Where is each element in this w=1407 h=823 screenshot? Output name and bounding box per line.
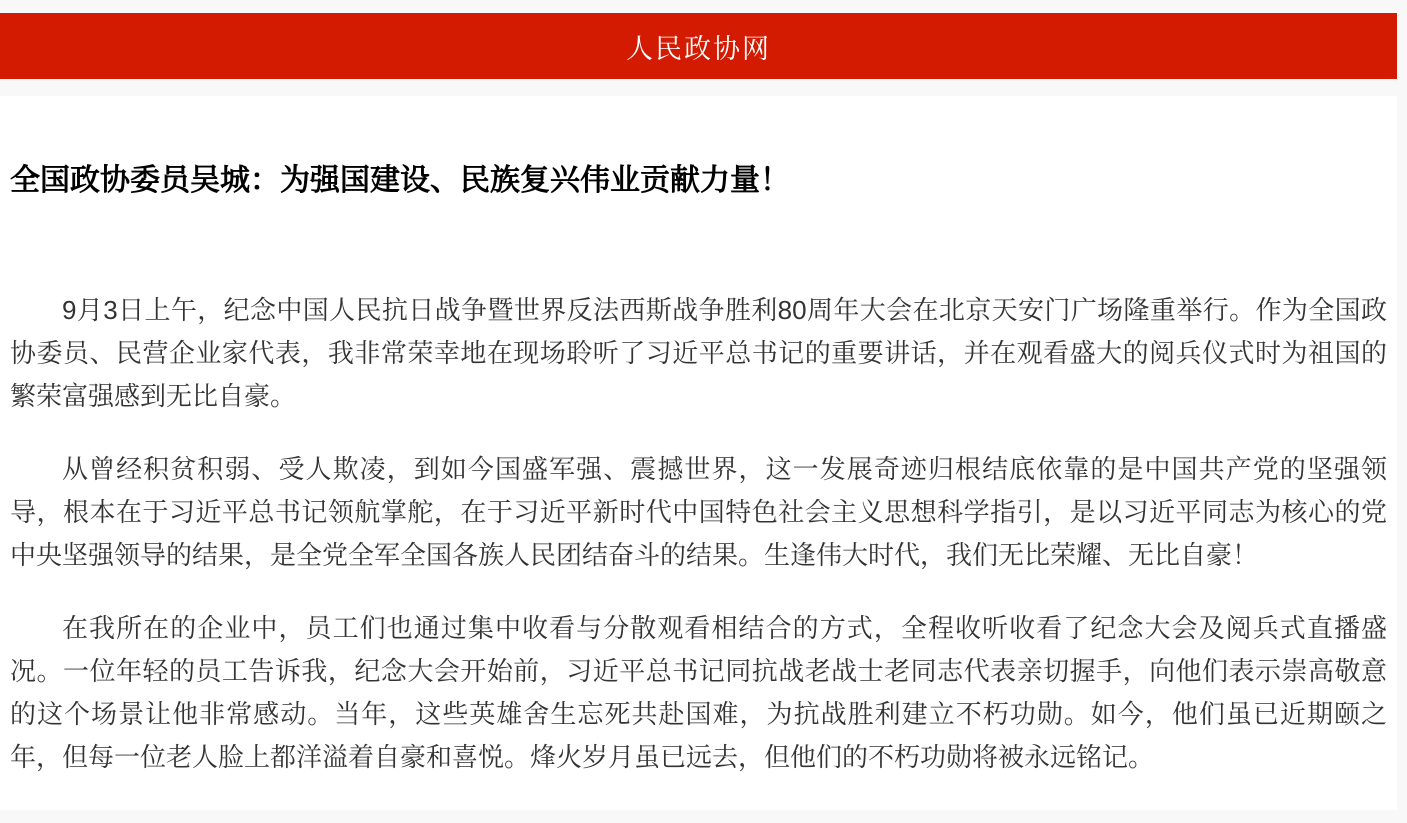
site-header-bar: [0, 13, 1397, 79]
article-paragraph-3: 在我所在的企业中，员工们也通过集中收看与分散观看相结合的方式，全程收听收看了纪念大会及阅兵式直播盛况。一位年轻的员工告诉我，纪念大会开始前，习近平总书记同抗战老战士老同志代表亲切握手，向他们表示崇高敬意的这个场景让他非常感动。当年，这些英雄舍生忘死共赴国难，为抗战胜利建立不朽功勋。如今，他们虽已近期颐之年，但每一位老人脸上都洋溢着自豪和喜悦。烽火岁月虽已远去，但他们的不朽功勋将被永远铭记。: [10, 613, 1387, 772]
article-paragraph-2: 从曾经积贫积弱、受人欺凌，到如今国盛军强、震撼世界，这一发展奇迹归根结底依靠的是中国共产党的坚强领导，根本在于习近平总书记领航掌舵，在于习近平新时代中国特色社会主义思想科学指引，是以习近平同志为核心的党中央坚强领导的结果，是全党全军全国各族人民团结奋斗的结果。生逢伟大时代，我们无比荣耀、无比自豪！: [10, 454, 1387, 570]
article-text: [10, 289, 1387, 779]
article-paragraph-1: 9月3日上午，纪念中国人民抗日战争暨世界反法西斯战争胜利80周年大会在北京天安门广场隆重举行。作为全国政协委员、民营企业家代表，我非常荣幸地在现场聆听了习近平总书记的重要讲话，并在观看盛大的阅兵仪式时为祖国的繁荣富强感到无比自豪。: [10, 295, 1387, 411]
article-title: 全国政协委员吴城：为强国建设、民族复兴伟业贡献力量！: [10, 164, 790, 197]
site-title: 人民政协网: [626, 33, 771, 64]
page-wrapper: [0, 13, 1397, 810]
article-body: [0, 96, 1397, 810]
